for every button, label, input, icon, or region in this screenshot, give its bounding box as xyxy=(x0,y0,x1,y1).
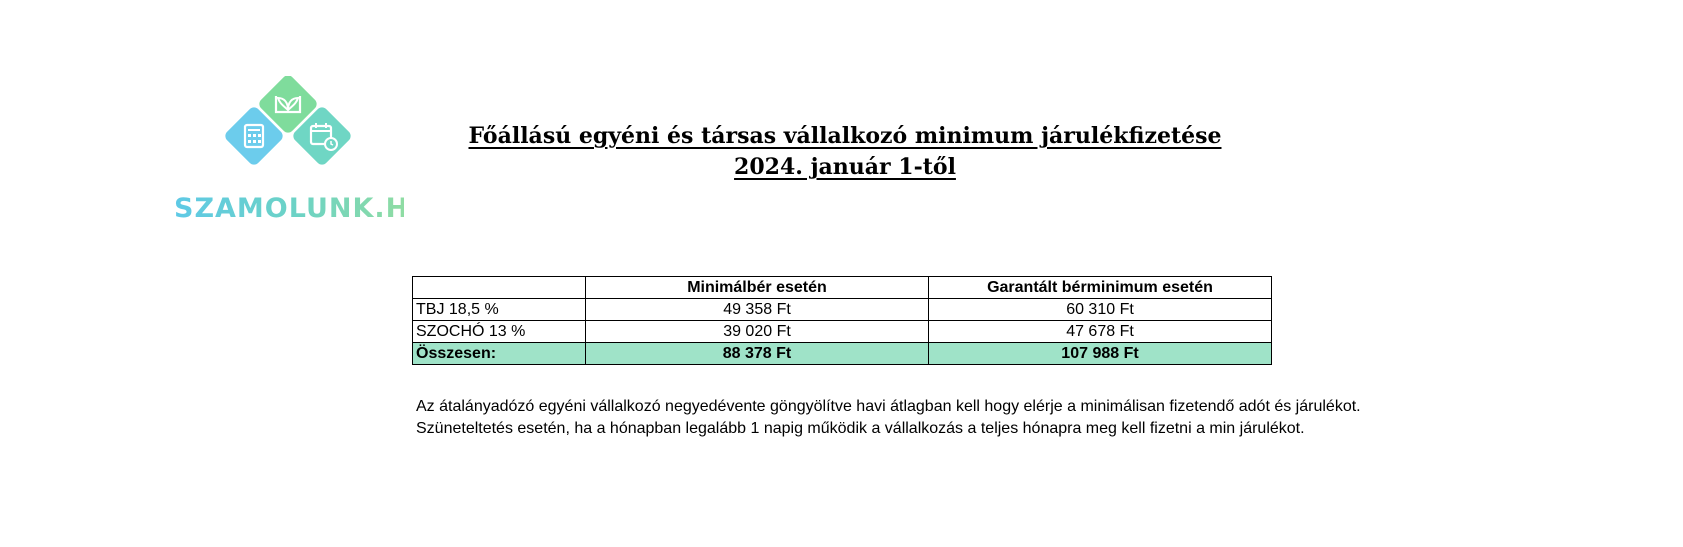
row-value-guaranteed-minimum: 60 310 Ft xyxy=(929,299,1272,321)
title-line-2: 2024. január 1-től xyxy=(734,154,956,180)
logo xyxy=(174,76,433,226)
title-line-1: Főállású egyéni és társas vállalkozó minimum járulékfizetése xyxy=(468,123,1222,149)
row-value-minimum-wage: 49 358 Ft xyxy=(586,299,929,321)
notes xyxy=(416,396,1361,440)
table-header-row xyxy=(413,277,1272,299)
table-row xyxy=(413,299,1272,321)
page-title xyxy=(460,121,1230,183)
total-value-minimum-wage: 88 378 Ft xyxy=(586,343,929,365)
row-value-minimum-wage: 39 020 Ft xyxy=(586,321,929,343)
note-line: Szüneteltetés esetén, ha a hónapban legalább 1 napig működik a vállalkozás a teljes hónapra meg kell fizetni a min járulékot. xyxy=(416,420,1305,437)
table-header-minimum-wage: Minimálbér esetén xyxy=(586,277,929,299)
row-value-guaranteed-minimum: 47 678 Ft xyxy=(929,321,1272,343)
table-header-guaranteed-minimum: Garantált bérminimum esetén xyxy=(929,277,1272,299)
total-label: Összesen: xyxy=(413,343,586,365)
logo-text: SZAMOLUNK.HU xyxy=(174,193,433,224)
note-line: Az átalányadózó egyéni vállalkozó negyedévente göngyölítve havi átlagban kell hogy elérje a minimálisan fizetendő adót és járulékot. xyxy=(416,398,1361,415)
table-row xyxy=(413,321,1272,343)
contribution-table xyxy=(412,276,1272,365)
total-value-guaranteed-minimum: 107 988 Ft xyxy=(929,343,1272,365)
row-label: SZOCHÓ 13 % xyxy=(413,321,586,343)
logo-mark xyxy=(218,76,358,176)
table-total-row xyxy=(413,343,1272,365)
row-label: TBJ 18,5 % xyxy=(413,299,586,321)
table-header-empty xyxy=(413,277,586,299)
